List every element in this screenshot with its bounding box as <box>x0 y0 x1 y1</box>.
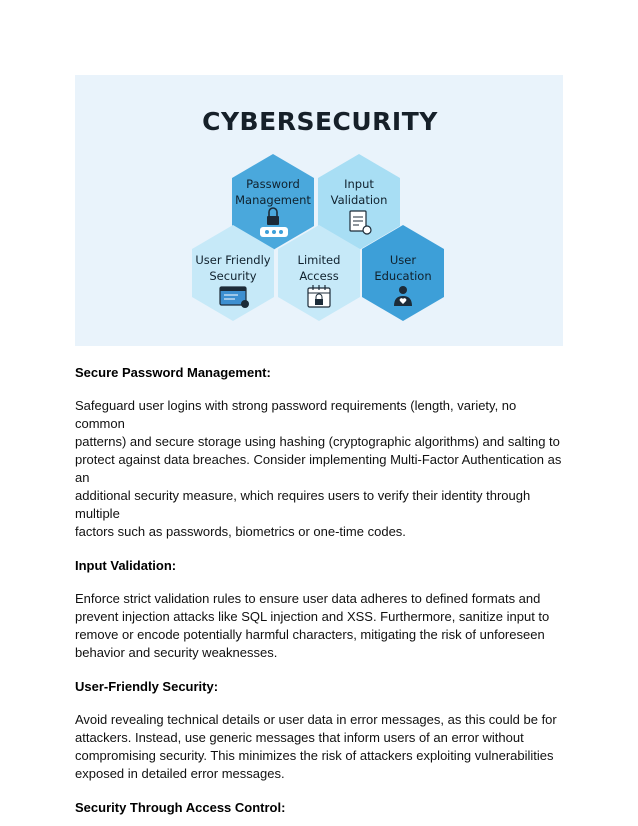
calendar-lock-icon <box>308 285 330 307</box>
hex-label-line1: Limited <box>297 253 341 267</box>
section-body-password <box>75 397 565 541</box>
body-line: Enforce strict validation rules to ensure user data adheres to defined formats and <box>75 591 541 606</box>
body-line: exposed in detailed error messages. <box>75 766 285 781</box>
infographic-title: CYBERSECURITY <box>202 107 438 136</box>
hex-label-line1: Input <box>344 177 374 191</box>
body-line: Safeguard user logins with strong password requirements (length, variety, no common <box>75 398 517 431</box>
body-line: factors such as passwords, biometrics or one-time codes. <box>75 524 406 539</box>
hex-label-line2: Security <box>209 269 257 283</box>
body-line: Avoid revealing technical details or user data in error messages, as this could be for <box>75 712 557 727</box>
body-line: patterns) and secure storage using hashing (cryptographic algorithms) and salting to <box>75 434 560 449</box>
section-body-user-friendly-security <box>75 711 565 783</box>
hex-label-line1: Password <box>246 177 300 191</box>
hex-label-line2: Validation <box>330 193 388 207</box>
section-body-input-validation <box>75 590 565 662</box>
body-line: prevent injection attacks like SQL injection and XSS. Furthermore, sanitize input to <box>75 609 550 624</box>
body-line: behavior and security weaknesses. <box>75 645 278 660</box>
body-line: protect against data breaches. Consider implementing Multi-Factor Authentication as an <box>75 452 562 485</box>
hex-label-line2: Education <box>374 269 432 283</box>
body-line: additional security measure, which requires users to verify their identity through multiple <box>75 488 531 521</box>
body-line: attackers. Instead, use generic messages that inform users of an error without <box>75 730 524 745</box>
hex-label-line2: Management <box>235 193 311 207</box>
cybersecurity-infographic <box>75 75 563 346</box>
section-heading-access-control: Security Through Access Control: <box>75 800 286 815</box>
hex-label-line1: User Friendly <box>195 253 271 267</box>
hex-label-line2: Access <box>299 269 339 283</box>
body-line: remove or encode potentially harmful characters, mitigating the risk of unforeseen <box>75 627 545 642</box>
infographic-canvas <box>75 75 563 346</box>
document-body <box>75 364 565 817</box>
body-line: compromising security. This minimizes the risk of attackers exploiting vulnerabilities <box>75 748 554 763</box>
section-heading-password: Secure Password Management: <box>75 365 271 380</box>
section-heading-user-friendly-security: User-Friendly Security: <box>75 679 219 694</box>
browser-window-icon <box>220 287 249 308</box>
hex-label-line1: User <box>389 253 417 267</box>
section-heading-input-validation: Input Validation: <box>75 558 177 573</box>
